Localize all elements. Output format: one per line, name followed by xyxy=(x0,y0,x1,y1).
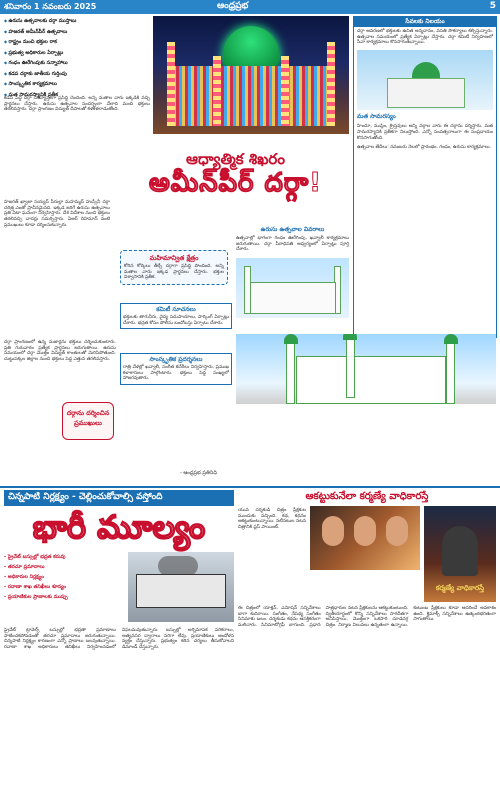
list-item: - అధికారుల నిర్లక్ష్యం xyxy=(4,572,126,582)
list-item: - ప్రైవేట్ బస్సుల్లో భద్రత కరువు xyxy=(4,552,126,562)
main-title-line2: అమీన్‌పీర్ దర్గా! xyxy=(148,168,323,198)
article-text: దర్గా ప్రాంగణంలో ఉన్న మజార్లను భక్తులు దర్శించుకుంటారు. ప్రతి గురువారం ప్రత్యేక ప్రార్థనలు జరుగుతాయి. ఉరుసు సమయంలో దర్గా మొత్తం విద్యుత్ కాంతులతో మెరిసిపోతుంది. చుట్టుపక్కల జిల్లాల నుంచి భక్తులు పెద్ద ఎత్తున తరలివస్తారు. xyxy=(4,340,116,363)
dargah-night-photo xyxy=(153,16,349,134)
list-item: ◆ గంధం ఊరేగింపుకు సన్నాహాలు xyxy=(4,58,150,69)
list-item: - తరచూ ప్రమాదాలు xyxy=(4,562,126,572)
sidebar-box xyxy=(353,16,497,338)
page-number: 5 xyxy=(489,1,496,11)
headline-bullets xyxy=(4,16,150,100)
quote-text: కోరిన కోర్కెలు తీర్చే దర్గాగా ప్రసిద్ధి పొందింది. అన్ని మతాల వారు ఇక్కడ ప్రార్థనలు చేస్తారు. భక్తుల విశ్వాసానికి ప్రతీక. xyxy=(124,264,224,281)
dargah-day-photo xyxy=(357,50,493,110)
quote-title: మహిమాన్విత క్షేత్రం xyxy=(149,254,199,262)
lead-paragraph: కడప పెద్ద దర్గా దేశవ్యాప్తంగా ప్రసిద్ధి చెందింది. అన్ని మతాల వారు ఇక్కడికి వచ్చి ప్రార్థనలు చేస్తారు. ఉరుసు ఉత్సవాల సందర్భంగా వేలాది మంది భక్తులు తరలివస్తారు. దర్గా ప్రాంగణం విద్యుత్ దీపాలతో కళకళలాడుతోంది. xyxy=(4,96,150,113)
list-item: ◆ ప్రభుత్వ అధికారుల ఏర్పాట్లు xyxy=(4,48,150,59)
review-body: ఈ చిత్రంలో యాక్షన్, ఎమోషన్ సన్నివేశాలు బాగా కుదిరాయి. సంగీతం, నేపథ్య సంగీతం సినిమాకు బలం. దర్శకుడు కథను ఆసక్తికరంగా మలిచారు. సినిమాటోగ్రఫీ బాగుంది. ప్రధాన పాత్రధారుల నటన ప్రేక్షకులను ఆకట్టుకుంటుంది. ద్వితీయార్ధంలో కొన్ని సన్నివేశాలు సాగదీతగా అనిపిస్తాయి. మొత్తంగా ఒకసారి చూడదగ్గ చిత్రం. నిర్మాణ విలువలు ఉన్నతంగా ఉన్నాయి. కుటుంబ ప్రేక్షకులు కూడా ఆదరించే అవకాశం ఉంది. క్లైమాక్స్ సన్నివేశాలు ఉత్కంఠభరితంగా సాగుతాయి. xyxy=(238,606,496,629)
list-item: ◆ మత సామరస్యానికి ప్రతీక xyxy=(4,90,150,101)
quote-box xyxy=(120,250,228,285)
article-body: ప్రైవేట్ ట్రావెల్స్ బస్సుల్లో భద్రతా ప్రమాణాలు పాటించకపోవడంతో తరచూ ప్రమాదాలు జరుగుతున్నాయి. చిన్నపాటి నిర్లక్ష్యం కారణంగా ఎన్నో ప్రాణాలు బలవుతున్నాయి. రవాణా శాఖ అధికారులు తనిఖీలు నిర్వహించడంలో విఫలమవుతున్నారు. బస్సుల్లో అగ్నిమాపక పరికరాలు, అత్యవసర ద్వారాలు సరిగా లేవు. ప్రయాణికులు ఆందోళన వ్యక్తం చేస్తున్నారు. ప్రభుత్వం కఠిన చర్యలు తీసుకోవాలని డిమాండ్ చేస్తున్నారు. xyxy=(4,628,234,651)
article-credit: - ఆంధ్రప్రభ ప్రతినిధి xyxy=(180,470,217,476)
sidebar-text: ఉత్సవాల తేదీలు: నవంబరు నెలలో ప్రారంభం. గంధం, ఉరుసు కార్యక్రమాలు. xyxy=(357,145,492,151)
left-column xyxy=(4,200,110,229)
list-item: ◆ రాష్ట్రం నుంచి భక్తుల రాక xyxy=(4,37,150,48)
box-text: రాత్రి వేళల్లో ఖవ్వాలీ, సంగీత కచేరీలు నిర్వహిస్తారు. ప్రముఖ కళాకారులు పాల్గొంటారు. భక్తులు పెద్ద సంఖ్యలో హాజరవుతారు. xyxy=(123,365,229,382)
info-box xyxy=(120,300,232,329)
box-title: సాంస్కృతిక ప్రదర్శనలు xyxy=(149,356,203,363)
sidebar-subheading: మత సామరస్యం xyxy=(357,113,396,121)
movie-poster xyxy=(424,506,496,602)
sidebar-heading: సేవలకు నిలయం xyxy=(354,17,496,27)
dargah-entrance-photo xyxy=(236,334,496,404)
newspaper-brand: ఆంధ్రప్రభ xyxy=(217,1,249,11)
article-continued xyxy=(4,340,116,363)
list-item: - రవాణా శాఖ తనిఖీలు శూన్యం xyxy=(4,582,126,592)
list-item: ◆ కడప దర్గాకు జాతీయ గుర్తింపు xyxy=(4,69,150,80)
movie-still-photo xyxy=(310,506,420,570)
list-item: ◆ ఉరుసు ఉత్సవాలకు దర్గా ముస్తాబు xyxy=(4,16,150,27)
list-item: ◆ సాంస్కృతిక కార్యక్రమాలు xyxy=(4,79,150,90)
article-text: ఉత్సవాల్లో భాగంగా గంధం ఊరేగింపు, ఖవ్వాలీ కార్యక్రమాలు జరుగుతాయి. దర్గా పీఠాధిపతి ఆధ్వర్యంలో ఏర్పాట్లు పూర్తి చేశారు. xyxy=(236,236,349,253)
review-intro: యువ దర్శకుడి చిత్రం ప్రేక్షకుల ముందుకు వచ్చింది. కథ, కథనం ఆకట్టుకుంటున్నాయి. నటీనటుల నటన చిత్రానికి ప్లస్ పాయింట్. xyxy=(238,508,306,531)
burnt-bus-photo xyxy=(128,552,234,622)
celebrity-badge: దర్గాను దర్శించిన ప్రముఖులు xyxy=(62,402,114,440)
list-item: - ప్రయాణికుల ప్రాణాలకు ముప్పు xyxy=(4,592,126,602)
review-title: ఆకట్టుకునేలా కర్మణ్యే వాధికారస్తే xyxy=(305,491,429,502)
section-heading: ఉరుసు ఉత్సవాల వివరాలు xyxy=(260,226,325,233)
dargah-gate-photo xyxy=(236,258,349,318)
box-title: కమిటీ సూచనలు xyxy=(156,306,196,313)
sidebar-text: దర్గా ఆవరణలో భక్తులకు ఉచిత అన్నదానం, వసతి సౌకర్యాలు కల్పిస్తున్నారు. ఉత్సవాల సమయంలో ప్రత్యేక ఏర్పాట్లు చేస్తారు. దర్గా కమిటీ నిర్వహణలో సేవా కార్యక్రమాలు కొనసాగుతున్నాయి. xyxy=(357,29,493,46)
poster-title: కర్మణ్యే వాధికారస్తే xyxy=(435,584,485,592)
main-title-line1: ఆధ్యాత్మిక శిఖరం xyxy=(186,150,285,168)
article-kicker: చిన్నపాటి నిర్లక్ష్యం - చెల్లించుకోవాల్సి వస్తోంది xyxy=(4,490,234,506)
list-item: ◆ హజరత్ అమీన్‌పీర్ ఉత్సవాలు xyxy=(4,27,150,38)
culture-box xyxy=(120,350,232,385)
page-date: శనివారం 1 నవంబరు 2025 xyxy=(4,2,97,11)
sidebar-text: హిందూ, ముస్లిం, క్రైస్తవులు అన్ని వర్గాల వారు ఈ దర్గాను దర్శిస్తారు. మత సామరస్యానికి ప్రతీకగా నిలుస్తోంది. ఎన్నో సంవత్సరాలుగా ఈ సంప్రదాయం కొనసాగుతోంది. xyxy=(357,124,493,141)
page-header xyxy=(0,0,500,14)
section-divider xyxy=(0,486,500,488)
box-text: భక్తులకు తాగునీరు, వైద్య సదుపాయాలు, పార్కింగ్ ఏర్పాట్లు చేశారు. భద్రత కోసం పోలీసు బందోబస్తు ఏర్పాటు చేశారు. xyxy=(123,315,229,326)
article-title: భారీ మూల్యం xyxy=(32,508,206,546)
article-bullets xyxy=(4,552,126,602)
article-text: హజరత్ ఖ్వాజా సయ్యద్ పీరుల్లా మహమ్మద్ హుస్సేనీ దర్గా చరిత్ర ఎంతో ప్రాచీనమైనది. ఇక్కడ జరిగే ఉరుసు ఉత్సవాలు ప్రతి ఏటా ఘనంగా నిర్వహిస్తారు. దేశ విదేశాల నుంచి భక్తులు తరలివచ్చి చాదర్లు సమర్పిస్తారు. ఏఆర్ రెహమాన్ వంటి ప్రముఖులు కూడా దర్శించుకున్నారు. xyxy=(4,200,110,228)
